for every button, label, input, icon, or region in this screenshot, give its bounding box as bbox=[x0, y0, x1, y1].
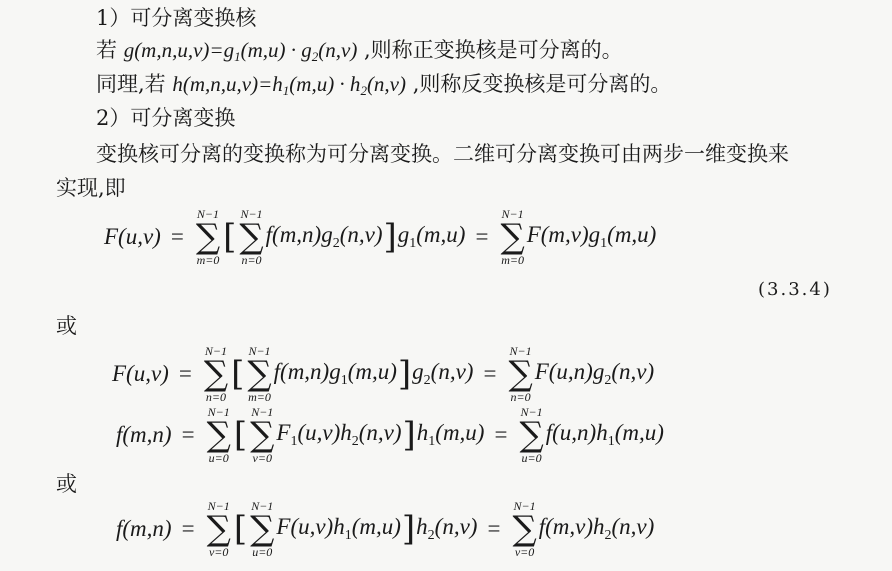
paragraph-line-2: 实现,即 bbox=[56, 176, 126, 200]
text-suffix: ,则称反变换核是可分离的。 bbox=[412, 72, 672, 96]
section-heading-separable-transform: 2）可分离变换 bbox=[96, 106, 236, 130]
equation-3: f(m,n) = N−1 ∑ u=0 [ N−1 ∑ v=0 $F_1(u,v)h_2(n,v)$ ] $h_1(m,u)$ = N−1 ∑ u=0 $f(u,n)h_1(m,u)$ bbox=[116, 405, 664, 465]
forward-kernel-statement bbox=[96, 36, 623, 71]
equation-2: F(u,v) = N−1 ∑ n=0 [ N−1 ∑ m=0 $f(m,n)g_1(m,u)$ ] $g_2(n,v)$ = N−1 ∑ n=0 $F(u,n)g_2(n,v)$ bbox=[112, 344, 655, 404]
formula: $g(m,n,u,v)=g_1(m,u) \cdot g_2(n,v)$ bbox=[123, 38, 358, 64]
or-connector-2: 或 bbox=[56, 472, 77, 496]
paragraph-line-1: 变换核可分离的变换称为可分离变换。二维可分离变换可由两步一维变换来 bbox=[96, 142, 789, 166]
text-prefix: 若 bbox=[96, 38, 117, 62]
formula: $h(m,n,u,v)=h_1(m,u) \cdot h_2(n,v)$ bbox=[172, 72, 406, 98]
section-heading-separable-kernel: 1）可分离变换核 bbox=[96, 6, 257, 30]
inverse-kernel-statement bbox=[96, 70, 671, 105]
text-suffix: ,则称正变换核是可分离的。 bbox=[364, 38, 623, 62]
text-prefix: 同理,若 bbox=[96, 72, 166, 96]
equation-number: (3.3.4) bbox=[758, 279, 832, 300]
equation-1: F(u,v) = N−1 ∑ m=0 [ N−1 ∑ n=0 $f(m,n)g_2(n,v)$ ] $g_1(m,u)$ = N−1 ∑ m=0 $F(m,v)g_1(m,u)$ bbox=[104, 207, 657, 267]
or-connector-1: 或 bbox=[56, 314, 77, 338]
equation-4: f(m,n) = N−1 ∑ v=0 [ N−1 ∑ u=0 $F(u,v)h_1(m,u)$ ] $h_2(n,v)$ = N−1 ∑ v=0 $f(m,v)h_2(n,v)$ bbox=[116, 499, 655, 559]
